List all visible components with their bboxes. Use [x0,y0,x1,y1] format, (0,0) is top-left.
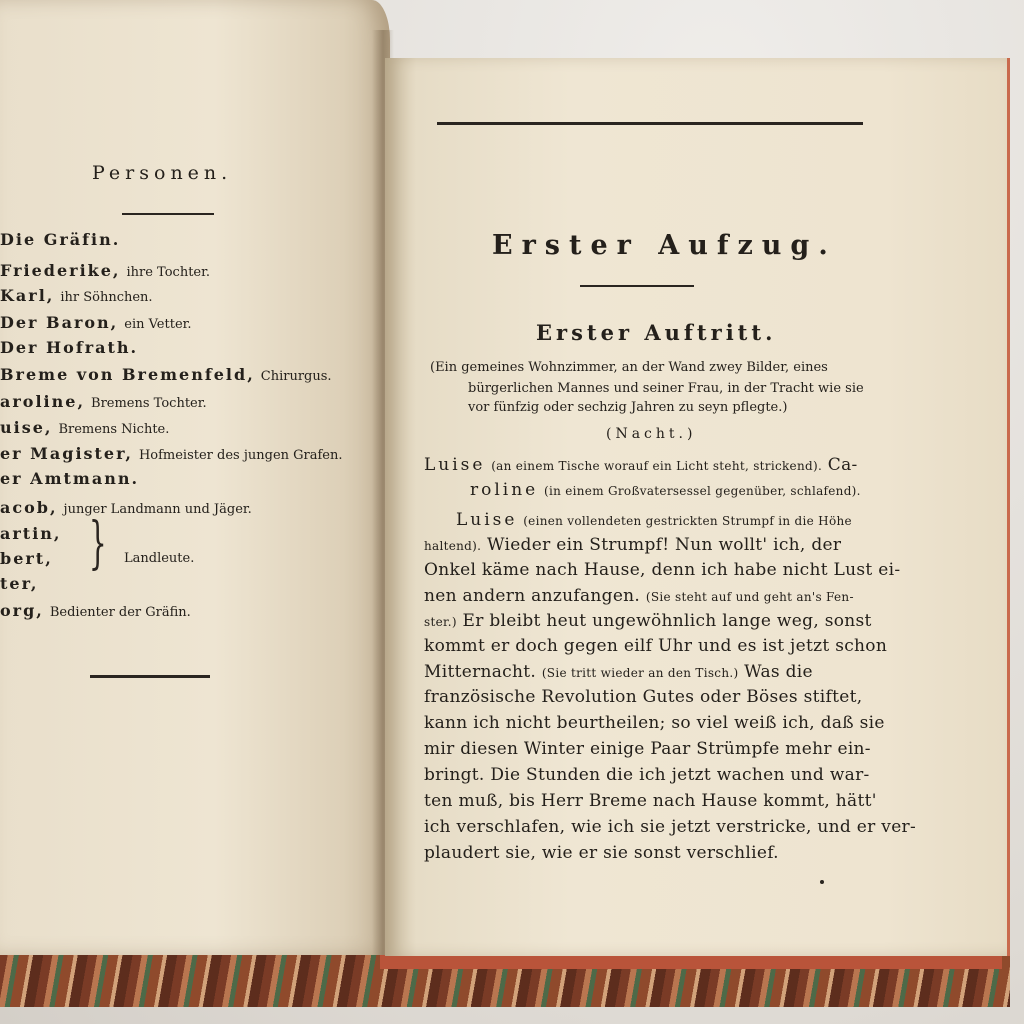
speech-line: Mitternacht. (Sie tritt wieder an den Tisch.) Was die [424,662,813,682]
stage-direction-line: vor fünfzig oder sechzig Jahren zu seyn pflegte.) [468,400,788,415]
cast-item: artin, [0,524,62,543]
stage-direction-line: bürgerlichen Mannes und seiner Frau, in der Tracht wie sie [468,381,864,396]
speech-line: haltend). Wieder ein Strumpf! Nun wollt' ich, der [424,535,842,555]
speech-line: Luise (einen vollendeten gestrickten Strumpf in die Höhe [456,510,852,530]
page-mark [820,880,824,884]
speech-line: mir diesen Winter einige Paar Strümpfe mehr ein- [424,739,871,759]
cast-list-title: Personen. [92,162,233,184]
cast-item: Karl, ihr Söhnchen. [0,286,153,305]
cast-item: Friederike, ihre Tochter. [0,261,211,280]
scene-title: Erster Auftritt. [536,320,777,345]
speech-line: französische Revolution Gutes oder Böses stiftet, [424,687,863,707]
cast-item: bert, [0,549,53,568]
end-rule [90,675,210,678]
cast-item: org, Bedienter der Gräfin. [0,601,191,620]
cast-item: acob, junger Landmann und Jäger. [0,498,252,517]
title-rule [122,213,214,215]
brace-glyph: } [88,511,107,576]
speech-line: Onkel käme nach Hause, denn ich habe nicht Lust ei- [424,560,901,580]
speech-line: plaudert sie, wie er sie sonst verschlief. [424,843,779,863]
cast-item: Der Baron, ein Vetter. [0,313,192,332]
speech-line: ster.) Er bleibt heut ungewöhnlich lange weg, sonst [424,611,872,631]
act-rule [580,285,694,287]
speech-line: ten muß, bis Herr Breme nach Hause kommt, hätt' [424,791,877,811]
cast-item: Breme von Bremenfeld, Chirurgus. [0,365,332,384]
speech-line: ich verschlafen, wie ich sie jetzt verstricke, und er ver- [424,817,917,837]
character-line: Luise (an einem Tische worauf ein Licht steht, strickend). Ca- [424,455,858,475]
cast-item: ter, [0,574,39,593]
cast-item: uise, Bremens Nichte. [0,418,170,437]
speech-line: nen andern anzufangen. (Sie steht auf und geht an's Fen- [424,586,854,606]
header-rule [437,122,863,125]
character-line: roline (in einem Großvatersessel gegenüber, schlafend). [470,480,861,500]
speech-line: kommt er doch gegen eilf Uhr und es ist jetzt schon [424,636,888,656]
cast-item: Der Hofrath. [0,338,139,357]
act-title: Erster Aufzug. [492,230,837,261]
cast-item: Die Gräfin. [0,230,121,249]
group-label: Landleute. [124,551,195,566]
time-of-day: (Nacht.) [606,426,697,442]
speech-line: bringt. Die Stunden die ich jetzt wachen und war- [424,765,870,785]
cast-item: aroline, Bremens Tochter. [0,392,207,411]
left-page [0,0,390,955]
cast-item: er Amtmann. [0,469,140,488]
stage-direction-line: (Ein gemeines Wohnzimmer, an der Wand zwey Bilder, eines [430,360,828,375]
speech-line: kann ich nicht beurtheilen; so viel weiß ich, daß sie [424,713,885,733]
cast-item: er Magister, Hofmeister des jungen Grafen. [0,444,343,463]
